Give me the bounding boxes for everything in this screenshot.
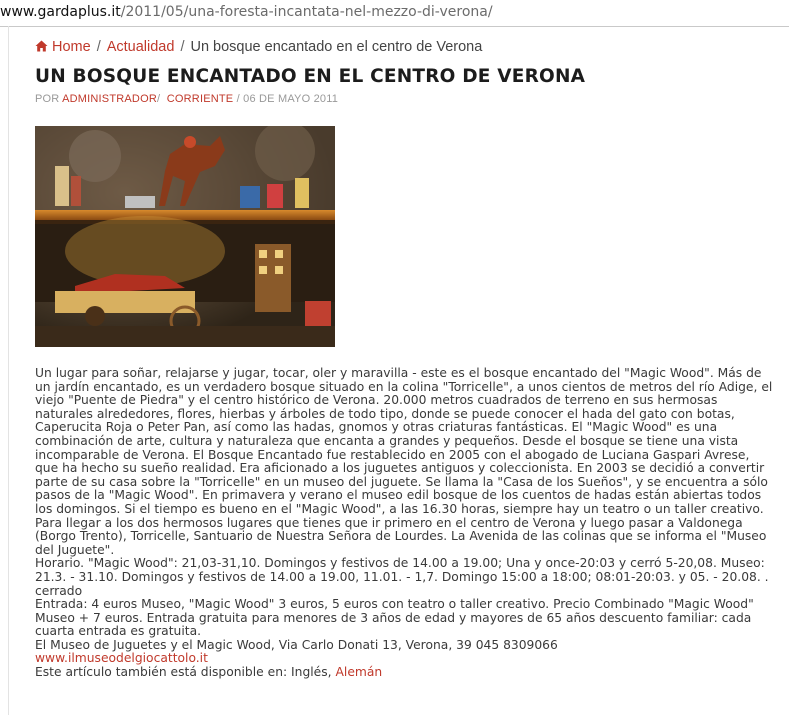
meta-by: POR bbox=[35, 93, 60, 105]
page-border bbox=[8, 26, 9, 715]
article-address: El Museo de Juguetes y el Magic Wood, Via Carlo Donati 13, Verona, 39 045 8309066 bbox=[35, 637, 558, 652]
author-link[interactable]: ADMINISTRADOR bbox=[62, 93, 157, 105]
article-hours: Horario. "Magic Wood": 21,03-31,10. Domingos y festivos de 14.00 a 19.00; Una y once-20:03 y cerró 5-20,08. Museo: 21.3. - 31.10. Domingos y festivos de 14.00 a 19.00, 11.01. - 1,7. Domingo 15:00 a 18:00; 08:01-20:03. y 05. - 20.08. . cerrado bbox=[35, 556, 769, 598]
language-german-link[interactable]: Alemán bbox=[335, 665, 383, 680]
url-host: www.gardaplus.it bbox=[0, 4, 121, 20]
category-link[interactable]: CORRIENTE bbox=[166, 93, 234, 105]
article-entry: Entrada: 4 euros Museo, "Magic Wood" 3 euros, 5 euros con teatro o taller creativo. Precio Combinado "Magic Wood" Museo + 7 euros. Entrada gratuita para menores de 3 años de edad y mayores de 65 años descuento familiar: cada cuarta entrada es gratuita. bbox=[35, 597, 754, 639]
post-date: / 06 DE MAYO 2011 bbox=[236, 93, 339, 105]
article-intro: Un lugar para soñar, relajarse y jugar, tocar, oler y maravilla - este es el bosque encantado del "Magic Wood". Más de un jardín encantado, es un verdadero bosque situado en la colina "Torricelle", a unos cientos de metros del río Adige, el viejo "Puente de Piedra" y el centro histórico de Verona. 20.000 metros cuadrados de terreno en sus hermosas naturales alrededores, flores, hierbas y árboles de todo tipo, donde se puede conocer el hada del gato con botas, Caperucita Roja o Peter Pan, así como las hadas, gnomos y otras criaturas fantásticas. El "Magic Wood" es una combinación de arte, cultura y naturaleza que encanta a grandes y pequeños. Desde el bosque se tiene una vista incomparable de Verona. El Bosque Encantado fue restablecido en 2005 con el abogado de Luciana Gaspari Avrese, que ha hecho su sueño realidad. Era aficionado a los juguetes antiguos y coleccionista. En 2003 se decidió a convertir parte de su casa sobre la "Torricelle" en un museo del juguete. Se llama la "Casa de los Sueños", y se encuentra a sólo pasos de la "Magic Wood". En primavera y verano el museo edil bosque de los cuentos de hadas están abiertas todos los domingos. Si el tiempo es bueno en el "Magic Wood", a las 16.30 horas, siempre hay un teatro o un taller creativo. Para llegar a los dos hermosos lugares que tienes que ir primero en el centro de Verona y luego pasar a Valdonega (Borgo Trento), Torricelle, Santuario de Nuestra Señora de Lourdes. La Avenida de las colinas que se informa el "Museo del Juguete". bbox=[35, 366, 773, 557]
article-body bbox=[35, 367, 775, 680]
post-meta bbox=[35, 93, 338, 105]
url-path: /2011/05/una-foresta-incantata-nel-mezzo-di-verona/ bbox=[120, 4, 493, 20]
toy-museum-photo bbox=[35, 126, 335, 347]
languages-prefix: Este artículo también está disponible en: Inglés, bbox=[35, 665, 336, 680]
address-bar[interactable] bbox=[0, 0, 789, 27]
language-availability bbox=[35, 666, 775, 680]
page-title: UN BOSQUE ENCANTADO EN EL CENTRO DE VERONA bbox=[35, 66, 586, 87]
breadcrumb-section-link[interactable]: Actualidad bbox=[106, 39, 175, 55]
breadcrumb-home-label: Home bbox=[52, 39, 91, 55]
breadcrumb-home-link[interactable] bbox=[35, 39, 91, 55]
home-icon bbox=[35, 40, 48, 52]
breadcrumb bbox=[35, 37, 482, 57]
meta-separator: / bbox=[156, 93, 161, 105]
museum-website-link[interactable]: www.ilmuseodelgiocattolo.it bbox=[35, 651, 208, 666]
breadcrumb-separator: / bbox=[96, 39, 101, 55]
breadcrumb-separator: / bbox=[180, 39, 185, 55]
article-image bbox=[35, 126, 335, 347]
breadcrumb-current: Un bosque encantado en el centro de Verona bbox=[190, 39, 483, 55]
